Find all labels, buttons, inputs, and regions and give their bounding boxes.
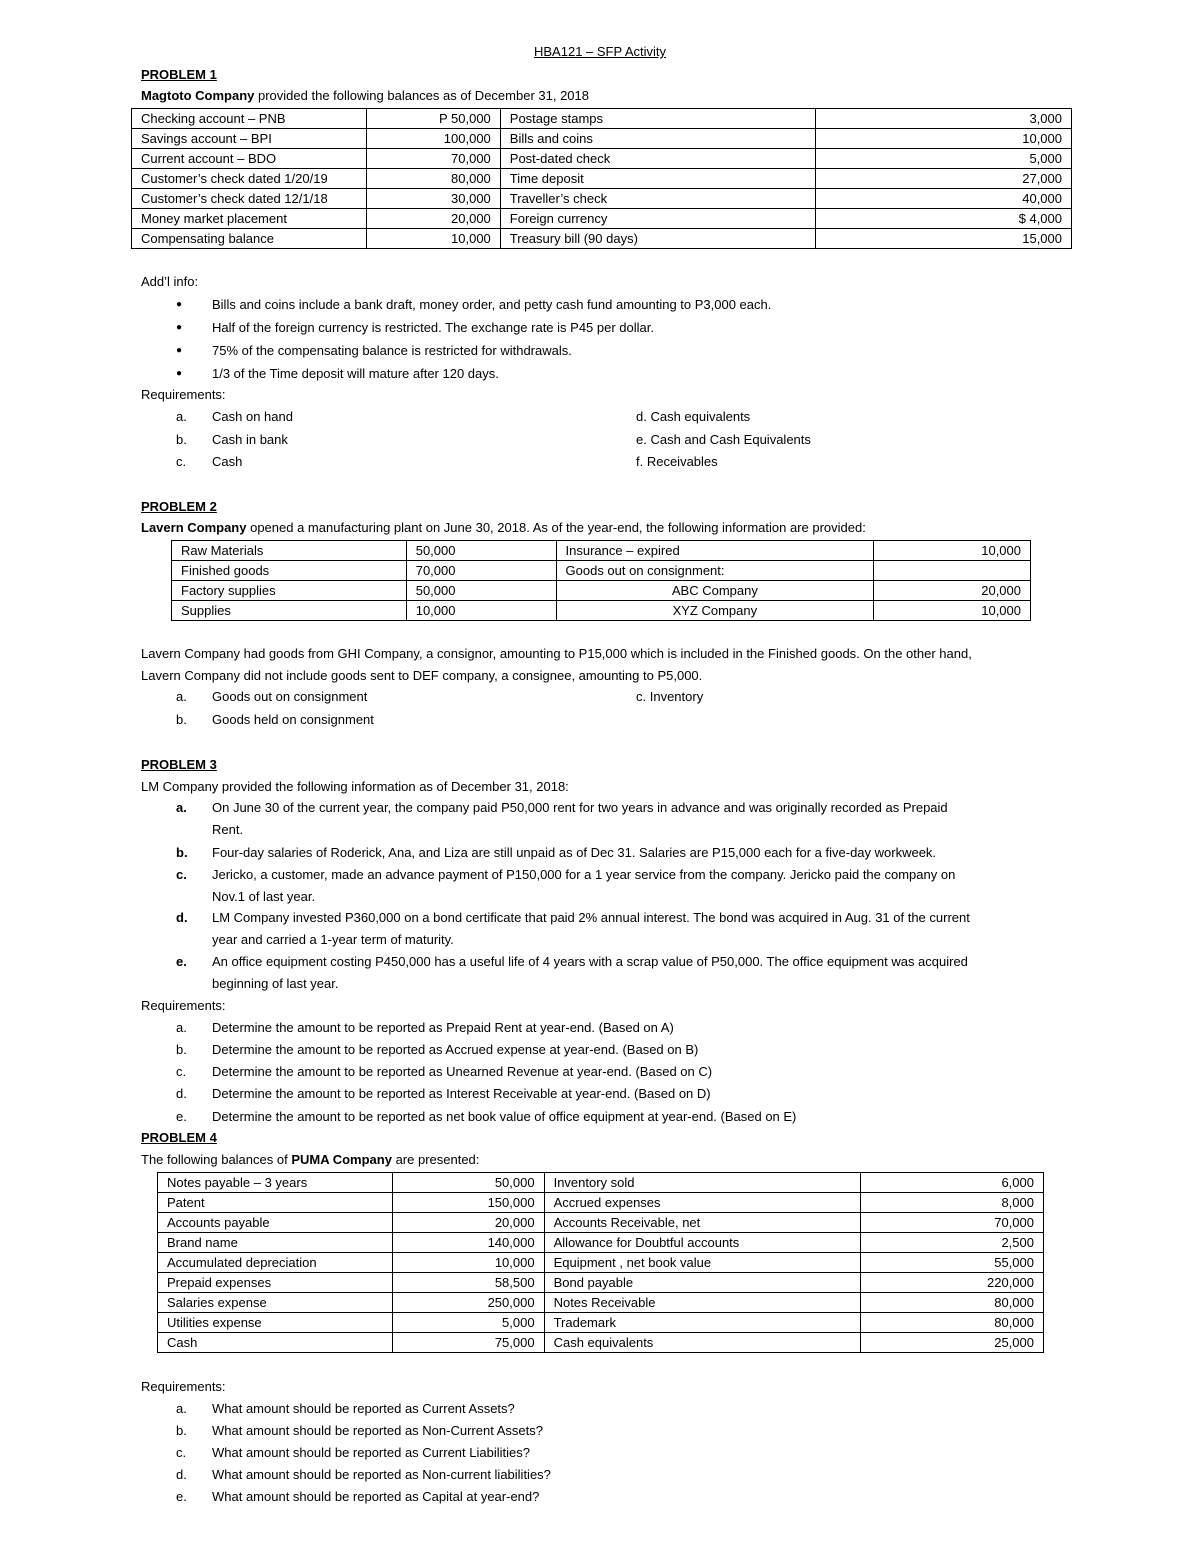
amount-cell: P 50,000 (366, 109, 500, 129)
item-letter: a. (176, 800, 187, 815)
account-name-cell: Bond payable (544, 1273, 861, 1293)
account-name-cell: Cash (158, 1333, 393, 1353)
intro-text: opened a manufacturing plant on June 30, 2018. As of the year-end, the following information are provided: (246, 520, 866, 535)
bullet-icon: ● (176, 345, 183, 356)
account-name-cell: Current account – BDO (132, 149, 367, 169)
amount-cell: 220,000 (861, 1273, 1044, 1293)
account-name-cell: Foreign currency (500, 209, 816, 229)
req-letter: d. (176, 1086, 187, 1101)
company-name: Lavern Company (141, 520, 247, 535)
item-letter: e. (176, 954, 187, 969)
problem-3-intro: LM Company provided the following information as of December 31, 2018: (141, 779, 569, 794)
account-name-cell: Customer’s check dated 12/1/18 (132, 189, 367, 209)
amount-cell: 10,000 (874, 601, 1031, 621)
account-name-cell: Money market placement (132, 209, 367, 229)
amount-cell: 150,000 (392, 1193, 544, 1213)
problem-1-intro (141, 87, 589, 105)
problem-2-paragraph: Lavern Company had goods from GHI Company, a consignor, amounting to P15,000 which is included in the Finished goods. On the other hand, (141, 646, 972, 661)
amount-cell: 2,500 (861, 1233, 1044, 1253)
account-name-cell: Trademark (544, 1313, 861, 1333)
account-name-cell: Savings account – BPI (132, 129, 367, 149)
req-letter: c. (176, 1064, 187, 1079)
amount-cell (874, 561, 1031, 581)
account-name-cell: Compensating balance (132, 229, 367, 249)
account-name-cell: Traveller’s check (500, 189, 816, 209)
amount-cell: 80,000 (861, 1293, 1044, 1313)
account-name-cell: Checking account – PNB (132, 109, 367, 129)
req-letter: e. (176, 1489, 187, 1504)
account-name-cell: Notes Receivable (544, 1293, 861, 1313)
info-item: Four-day salaries of Roderick, Ana, and Liza are still unpaid as of Dec 31. Salaries are P15,000 each for a five-day workweek. (212, 845, 937, 860)
req-letter: e. (176, 1109, 187, 1124)
problem-4-intro (141, 1151, 479, 1169)
requirements-label: Requirements: (141, 387, 226, 402)
requirement-item: What amount should be reported as Capital at year-end? (212, 1489, 540, 1504)
account-name-cell: Patent (158, 1193, 393, 1213)
info-item-cont: beginning of last year. (212, 976, 339, 991)
table-row (132, 209, 1072, 229)
account-name-cell: Treasury bill (90 days) (500, 229, 816, 249)
requirement-item: What amount should be reported as Current Liabilities? (212, 1445, 530, 1460)
table-row (158, 1333, 1044, 1353)
amount-cell: 50,000 (406, 541, 556, 561)
info-item: Jericko, a customer, made an advance payment of P150,000 for a 1 year service from the company. Jericko paid the company on (212, 867, 956, 882)
amount-cell: 75,000 (392, 1333, 544, 1353)
amount-cell: 250,000 (392, 1293, 544, 1313)
bullet-icon: ● (176, 299, 183, 310)
requirement-item: f. Receivables (636, 454, 718, 469)
amount-cell: 80,000 (861, 1313, 1044, 1333)
item-letter: d. (176, 910, 188, 925)
addl-info-item: Bills and coins include a bank draft, money order, and petty cash fund amounting to P3,000 each. (212, 297, 772, 312)
amount-cell: 27,000 (816, 169, 1072, 189)
amount-cell: 10,000 (366, 229, 500, 249)
account-name-cell: Inventory sold (544, 1173, 861, 1193)
req-letter: b. (176, 1423, 187, 1438)
bullet-icon: ● (176, 322, 183, 333)
table-row (158, 1233, 1044, 1253)
requirement-item: Cash in bank (212, 432, 288, 447)
amount-cell: 50,000 (406, 581, 556, 601)
amount-cell: 20,000 (874, 581, 1031, 601)
account-name-cell: Postage stamps (500, 109, 816, 129)
amount-cell: 10,000 (874, 541, 1031, 561)
table-row (172, 541, 1031, 561)
item-letter: c. (176, 867, 187, 882)
table-row (132, 169, 1072, 189)
account-name-cell: Brand name (158, 1233, 393, 1253)
info-item: An office equipment costing P450,000 has a useful life of 4 years with a scrap value of P50,000. The office equipment was acquired (212, 954, 968, 969)
problem-2-heading: PROBLEM 2 (141, 499, 217, 514)
requirement-item: Goods out on consignment (212, 689, 368, 704)
table-row (158, 1173, 1044, 1193)
table-row (158, 1313, 1044, 1333)
account-name-cell: Cash equivalents (544, 1333, 861, 1353)
info-item-cont: year and carried a 1-year term of maturity. (212, 932, 454, 947)
addl-info-label: Add’l info: (141, 274, 199, 289)
requirement-item: Determine the amount to be reported as Prepaid Rent at year-end. (Based on A) (212, 1020, 674, 1035)
table-row (172, 561, 1031, 581)
requirement-item: c. Inventory (636, 689, 704, 704)
company-name: Magtoto Company (141, 88, 255, 103)
account-name-cell: Equipment , net book value (544, 1253, 861, 1273)
table-row (158, 1273, 1044, 1293)
amount-cell: 10,000 (406, 601, 556, 621)
table-row (132, 149, 1072, 169)
account-name-cell: Prepaid expenses (158, 1273, 393, 1293)
requirement-item: What amount should be reported as Current Assets? (212, 1401, 515, 1416)
account-name-cell: Accounts payable (158, 1213, 393, 1233)
amount-cell: 70,000 (861, 1213, 1044, 1233)
account-name-cell: Salaries expense (158, 1293, 393, 1313)
amount-cell: 20,000 (392, 1213, 544, 1233)
amount-cell: 40,000 (816, 189, 1072, 209)
problem-3-heading: PROBLEM 3 (141, 757, 217, 772)
item-letter: b. (176, 845, 188, 860)
requirements-label: Requirements: (141, 1379, 226, 1394)
req-letter: b. (176, 712, 187, 727)
requirement-item: What amount should be reported as Non-Current Assets? (212, 1423, 543, 1438)
account-name-cell: Goods out on consignment: (556, 561, 874, 581)
problem-4-heading: PROBLEM 4 (141, 1130, 217, 1145)
table-row (158, 1253, 1044, 1273)
amount-cell: 80,000 (366, 169, 500, 189)
account-name-cell: Insurance – expired (556, 541, 874, 561)
table-row (158, 1213, 1044, 1233)
amount-cell: 20,000 (366, 209, 500, 229)
table-row (172, 581, 1031, 601)
account-name-cell: Customer’s check dated 1/20/19 (132, 169, 367, 189)
problem-1-heading: PROBLEM 1 (141, 67, 217, 82)
req-letter: a. (176, 689, 187, 704)
table-row (132, 229, 1072, 249)
amount-cell: 50,000 (392, 1173, 544, 1193)
requirement-item: d. Cash equivalents (636, 409, 751, 424)
table-row (132, 109, 1072, 129)
amount-cell: 5,000 (392, 1313, 544, 1333)
amount-cell: 6,000 (861, 1173, 1044, 1193)
amount-cell: 58,500 (392, 1273, 544, 1293)
requirement-item: Cash (212, 454, 243, 469)
requirement-item: e. Cash and Cash Equivalents (636, 432, 811, 447)
requirement-item: Determine the amount to be reported as Accrued expense at year-end. (Based on B) (212, 1042, 699, 1057)
info-item-cont: Nov.1 of last year. (212, 889, 316, 904)
account-name-cell: Finished goods (172, 561, 407, 581)
info-item: LM Company invested P360,000 on a bond certificate that paid 2% annual interest. The bond was acquired in Aug. 31 of the current (212, 910, 970, 925)
problem-4-table (157, 1172, 1044, 1353)
amount-cell: 3,000 (816, 109, 1072, 129)
account-name-cell: Time deposit (500, 169, 816, 189)
problem-2-intro (141, 519, 866, 537)
table-row (172, 601, 1031, 621)
account-name-cell: ABC Company (556, 581, 874, 601)
amount-cell: 5,000 (816, 149, 1072, 169)
addl-info-item: 75% of the compensating balance is restricted for withdrawals. (212, 343, 572, 358)
account-name-cell: Factory supplies (172, 581, 407, 601)
requirements-label: Requirements: (141, 998, 226, 1013)
table-row (132, 129, 1072, 149)
req-letter: c. (176, 454, 187, 469)
account-name-cell: Accumulated depreciation (158, 1253, 393, 1273)
account-name-cell: Utilities expense (158, 1313, 393, 1333)
amount-cell: 10,000 (816, 129, 1072, 149)
account-name-cell: Raw Materials (172, 541, 407, 561)
requirement-item: Determine the amount to be reported as Interest Receivable at year-end. (Based on D) (212, 1086, 711, 1101)
amount-cell: 30,000 (366, 189, 500, 209)
problem-1-table (131, 108, 1072, 249)
addl-info-item: 1/3 of the Time deposit will mature after 120 days. (212, 366, 499, 381)
bullet-icon: ● (176, 368, 183, 379)
req-letter: b. (176, 1042, 187, 1057)
table-row (158, 1293, 1044, 1313)
requirement-item: Goods held on consignment (212, 712, 374, 727)
account-name-cell: Accrued expenses (544, 1193, 861, 1213)
account-name-cell: XYZ Company (556, 601, 874, 621)
req-letter: a. (176, 409, 187, 424)
req-letter: b. (176, 432, 187, 447)
account-name-cell: Supplies (172, 601, 407, 621)
requirement-item: Determine the amount to be reported as Unearned Revenue at year-end. (Based on C) (212, 1064, 713, 1079)
req-letter: d. (176, 1467, 187, 1482)
amount-cell: 8,000 (861, 1193, 1044, 1213)
requirement-item: Determine the amount to be reported as net book value of office equipment at year-end. (Based on E) (212, 1109, 797, 1124)
intro-text: The following balances of (141, 1152, 292, 1167)
amount-cell: 10,000 (392, 1253, 544, 1273)
table-row (158, 1193, 1044, 1213)
info-item: On June 30 of the current year, the company paid P50,000 rent for two years in advance and was originally recorded as Prepaid (212, 800, 948, 815)
amount-cell: $ 4,000 (816, 209, 1072, 229)
intro-text: provided the following balances as of December 31, 2018 (254, 88, 589, 103)
intro-text: are presented: (391, 1152, 480, 1167)
amount-cell: 140,000 (392, 1233, 544, 1253)
addl-info-item: Half of the foreign currency is restricted. The exchange rate is P45 per dollar. (212, 320, 654, 335)
amount-cell: 70,000 (406, 561, 556, 581)
account-name-cell: Allowance for Doubtful accounts (544, 1233, 861, 1253)
amount-cell: 15,000 (816, 229, 1072, 249)
amount-cell: 55,000 (861, 1253, 1044, 1273)
amount-cell: 25,000 (861, 1333, 1044, 1353)
account-name-cell: Post-dated check (500, 149, 816, 169)
table-row (132, 189, 1072, 209)
info-item-cont: Rent. (212, 822, 244, 837)
amount-cell: 100,000 (366, 129, 500, 149)
req-letter: a. (176, 1401, 187, 1416)
account-name-cell: Notes payable – 3 years (158, 1173, 393, 1193)
requirement-item: What amount should be reported as Non-current liabilities? (212, 1467, 551, 1482)
problem-2-table (171, 540, 1031, 621)
account-name-cell: Bills and coins (500, 129, 816, 149)
amount-cell: 70,000 (366, 149, 500, 169)
requirement-item: Cash on hand (212, 409, 293, 424)
req-letter: a. (176, 1020, 187, 1035)
problem-2-paragraph: Lavern Company did not include goods sent to DEF company, a consignee, amounting to P5,000. (141, 668, 703, 683)
company-name: PUMA Company (291, 1152, 392, 1167)
account-name-cell: Accounts Receivable, net (544, 1213, 861, 1233)
req-letter: c. (176, 1445, 187, 1460)
page-title: HBA121 – SFP Activity (534, 44, 666, 59)
